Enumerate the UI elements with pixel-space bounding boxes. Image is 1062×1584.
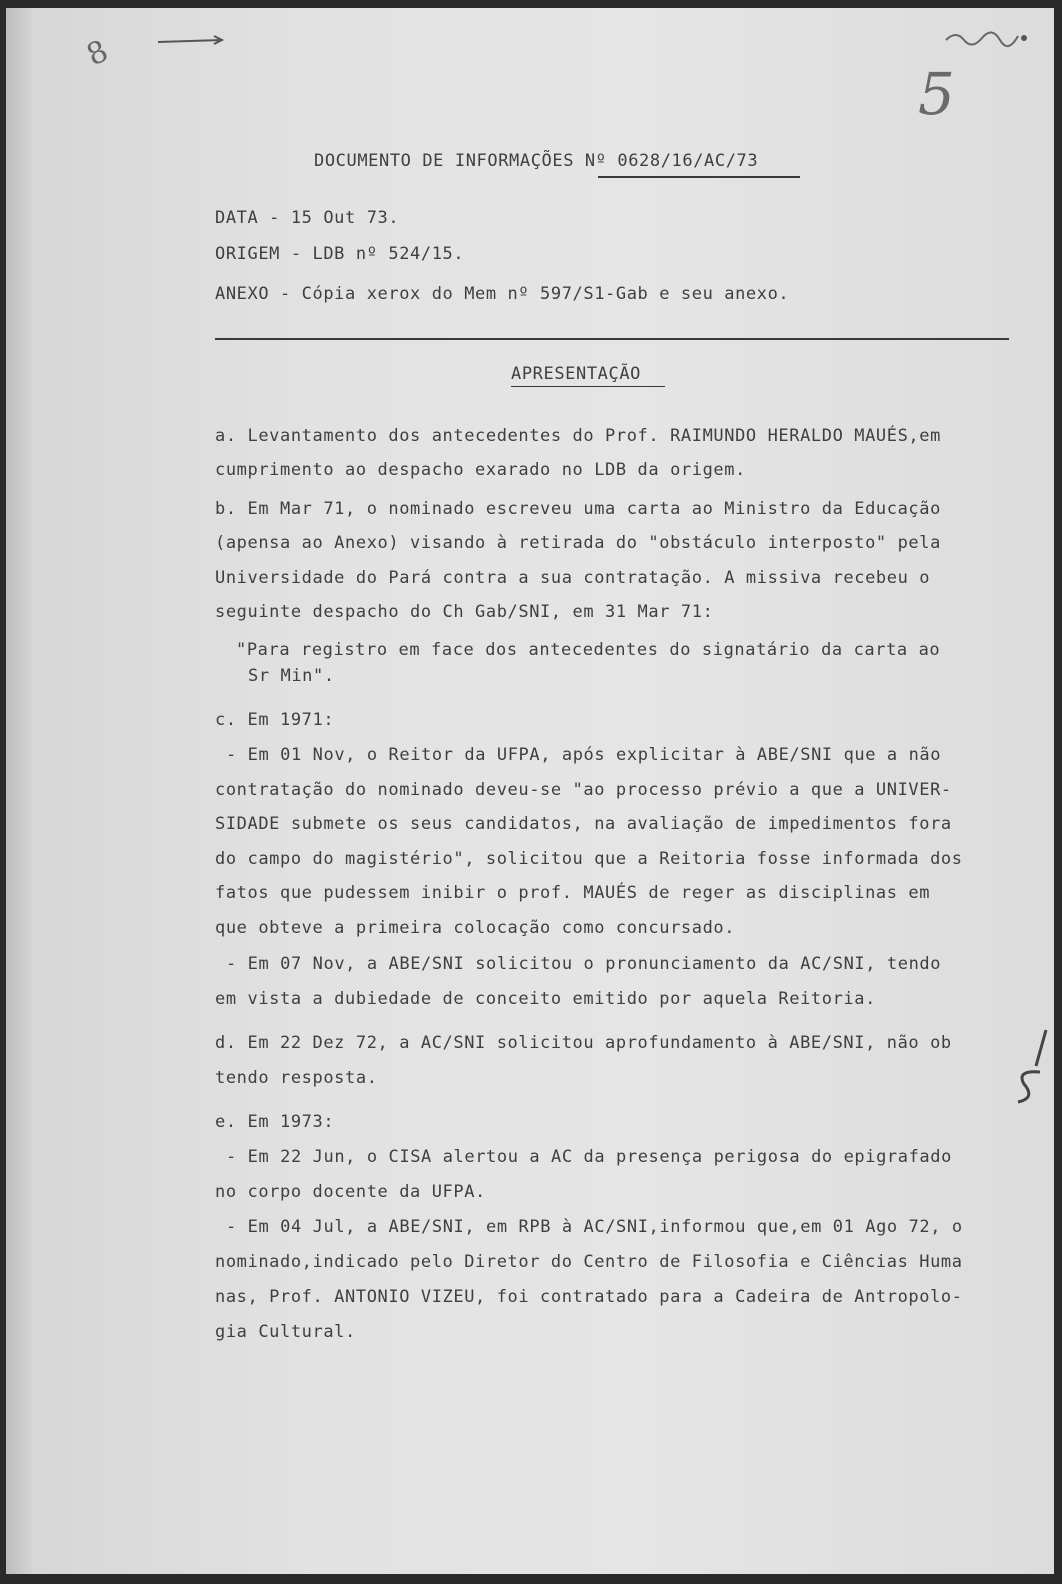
paragraph-d-line-2: tendo resposta. xyxy=(215,1068,378,1088)
paragraph-e-heading: e. Em 1973: xyxy=(215,1112,335,1132)
section-title: APRESENTAÇÃO xyxy=(511,364,642,384)
paragraph-c-line-4: do campo do magistério", solicitou que a Reitoria fosse informada dos xyxy=(215,849,963,869)
paragraph-b-line-3: Universidade do Pará contra a sua contratação. A missiva recebeu o xyxy=(215,568,931,588)
paragraph-c-heading: c. Em 1971: xyxy=(215,710,335,730)
paragraph-b-line-4: seguinte despacho do Ch Gab/SNI, em 31 Mar 71: xyxy=(215,602,714,622)
origin-line: ORIGEM - LDB nº 524/15. xyxy=(215,244,465,264)
document-page xyxy=(6,8,1054,1574)
title-underline xyxy=(598,176,800,178)
section-title-underline xyxy=(511,386,665,387)
paragraph-c-line-6: que obteve a primeira colocação como concursado. xyxy=(215,918,736,938)
quote-line-1: "Para registro em face dos antecedentes do signatário da carta ao xyxy=(236,640,941,660)
paragraph-c-line-5: fatos que pudessem inibir o prof. MAUÉS de reger as disciplinas em xyxy=(215,883,931,903)
paragraph-c-line-3: SIDADE submete os seus candidatos, na avaliação de impedimentos fora xyxy=(215,814,952,834)
paragraph-e-line-4: nominado,indicado pelo Diretor do Centro de Filosofia e Ciências Huma xyxy=(215,1252,963,1272)
paragraph-e-line-3: - Em 04 Jul, a ABE/SNI, em RPB à AC/SNI,informou que,em 01 Ago 72, o xyxy=(226,1217,963,1237)
scribble-mark-icon xyxy=(942,26,1032,48)
annex-line: ANEXO - Cópia xerox do Mem nº 597/S1-Gab e seu anexo. xyxy=(215,284,790,304)
paragraph-a-line-2: cumprimento ao despacho exarado no LDB da origem. xyxy=(215,460,746,480)
header-divider xyxy=(215,338,1009,340)
paragraph-e-line-2: no corpo docente da UFPA. xyxy=(215,1182,486,1202)
paragraph-a-line-1: a. Levantamento dos antecedentes do Prof. RAIMUNDO HERALDO MAUÉS,em xyxy=(215,426,941,446)
paragraph-c-line-8: em vista a dubiedade de conceito emitido por aquela Reitoria. xyxy=(215,989,876,1009)
paragraph-b-line-2: (apensa ao Anexo) visando à retirada do "obstáculo interposto" pela xyxy=(215,533,941,553)
document-title: DOCUMENTO DE INFORMAÇÕES Nº 0628/16/AC/73 xyxy=(314,151,759,171)
paragraph-d-line-1: d. Em 22 Dez 72, a AC/SNI solicitou aprofundamento à ABE/SNI, não ob xyxy=(215,1033,952,1053)
date-line: DATA - 15 Out 73. xyxy=(215,208,400,228)
margin-signature-icon xyxy=(1006,1026,1052,1106)
quote-line-2: Sr Min". xyxy=(248,666,335,686)
paragraph-c-line-7: - Em 07 Nov, a ABE/SNI solicitou o pronunciamento da AC/SNI, tendo xyxy=(226,954,942,974)
paragraph-e-line-5: nas, Prof. ANTONIO VIZEU, foi contratado para a Cadeira de Antropolo- xyxy=(215,1287,963,1307)
paragraph-c-line-2: contratação do nominado deveu-se "ao processo prévio a que a UNIVER- xyxy=(215,780,952,800)
paragraph-e-line-6: gia Cultural. xyxy=(215,1322,356,1342)
paragraph-e-line-1: - Em 22 Jun, o CISA alertou a AC da presença perigosa do epigrafado xyxy=(226,1147,952,1167)
page-number: 5 xyxy=(918,60,955,128)
corner-number: 8 xyxy=(81,33,114,74)
paragraph-b-line-1: b. Em Mar 71, o nominado escreveu uma carta ao Ministro da Educação xyxy=(215,499,941,519)
arrow-mark-icon xyxy=(156,34,226,48)
paragraph-c-line-1: - Em 01 Nov, o Reitor da UFPA, após explicitar à ABE/SNI que a não xyxy=(226,745,942,765)
